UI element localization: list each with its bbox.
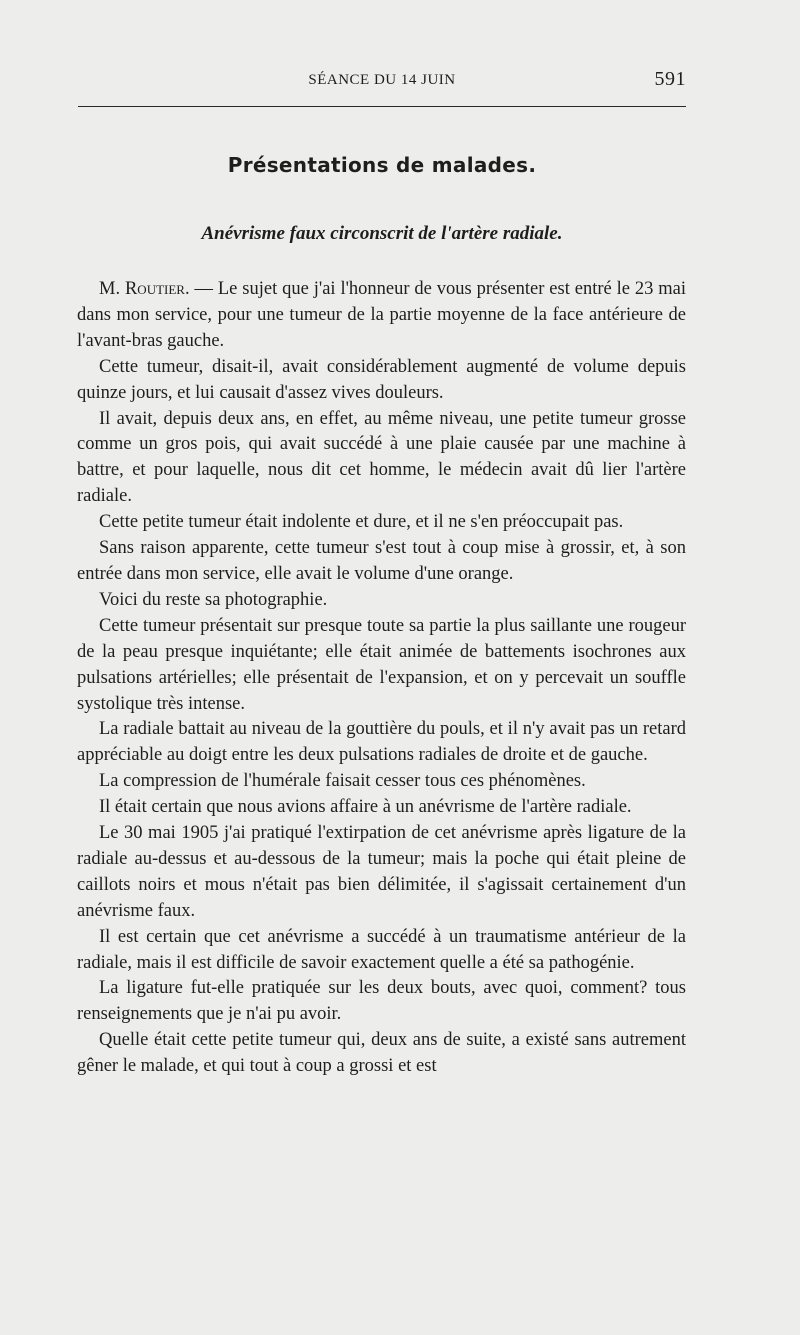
paragraph-1	[77, 277, 686, 355]
paragraph-13: La ligature fut-elle pratiquée sur les deux bouts, avec quoi, comment? tous renseignements que je n'ai pu avoir.	[77, 978, 686, 1025]
paragraph-7: Cette tumeur présentait sur presque toute sa partie la plus saillante une rougeur de la peau presque inquiétante; elle était animée de battements isochrones aux pulsations artérielles; elle présentait de l'expansion, et on y percevait un souffle systolique très intense.	[77, 615, 686, 714]
paragraph-8: La radiale battait au niveau de la gouttière du pouls, et il n'y avait pas un retard appréciable au doigt entre les deux pulsations radiales de droite et de gauche.	[77, 719, 686, 766]
paragraph-4: Cette petite tumeur était indolente et dure, et il ne s'en préoccupait pas.	[99, 512, 624, 533]
paragraph-10: Il était certain que nous avions affaire à un anévrisme de l'artère radiale.	[99, 797, 632, 818]
body-text	[77, 277, 686, 1080]
paragraph-1-text: — Le sujet que j'ai l'honneur de vous présenter est entré le 23 mai dans mon service, pour une tumeur de la partie moyenne de la face antérieure de l'avant-bras gauche.	[77, 279, 686, 351]
paragraph-14: Quelle était cette petite tumeur qui, deux ans de suite, a existé sans autrement gêner le malade, et qui tout à coup a grossi et est	[77, 1030, 686, 1077]
paragraph-2: Cette tumeur, disait-il, avait considérablement augmenté de volume depuis quinze jours, et lui causait d'assez vives douleurs.	[77, 356, 686, 403]
paragraph-9: La compression de l'humérale faisait cesser tous ces phénomènes.	[99, 771, 586, 792]
article-subtitle: Anévrisme faux circonscrit de l'artère radiale.	[201, 223, 563, 244]
section-title: Présentations de malades.	[227, 153, 537, 177]
running-header	[78, 64, 686, 94]
paragraph-12: Il est certain que cet anévrisme a succédé à un traumatisme antérieur de la radiale, mais il est difficile de savoir exactement quelle a été sa pathogénie.	[77, 926, 686, 973]
running-title: SÉANCE DU 14 JUIN	[308, 72, 456, 88]
paragraph-11: Le 30 mai 1905 j'ai pratiqué l'extirpation de cet anévrisme après ligature de la radiale au-dessus et au-dessous de la tumeur; mais la poche qui était pleine de caillots noirs et mous n'était pas bien délimitée, il s'agissait certainement d'un anévrisme faux.	[77, 823, 686, 921]
paragraph-5: Sans raison apparente, cette tumeur s'est tout à coup mise à grossir, et, à son entrée dans mon service, elle avait le volume d'une orange.	[77, 538, 686, 584]
page-number: 591	[654, 68, 686, 90]
speaker-name: M. Routier.	[99, 279, 190, 299]
paragraph-6: Voici du reste sa photographie.	[99, 589, 328, 610]
header-divider	[78, 106, 686, 107]
paragraph-3: Il avait, depuis deux ans, en effet, au même niveau, une petite tumeur grosse comme un gros pois, qui avait succédé à une plaie causée par une machine à battre, et pour laquelle, nous dit cet homme, le médecin avait dû lier l'artère radiale.	[77, 408, 686, 507]
